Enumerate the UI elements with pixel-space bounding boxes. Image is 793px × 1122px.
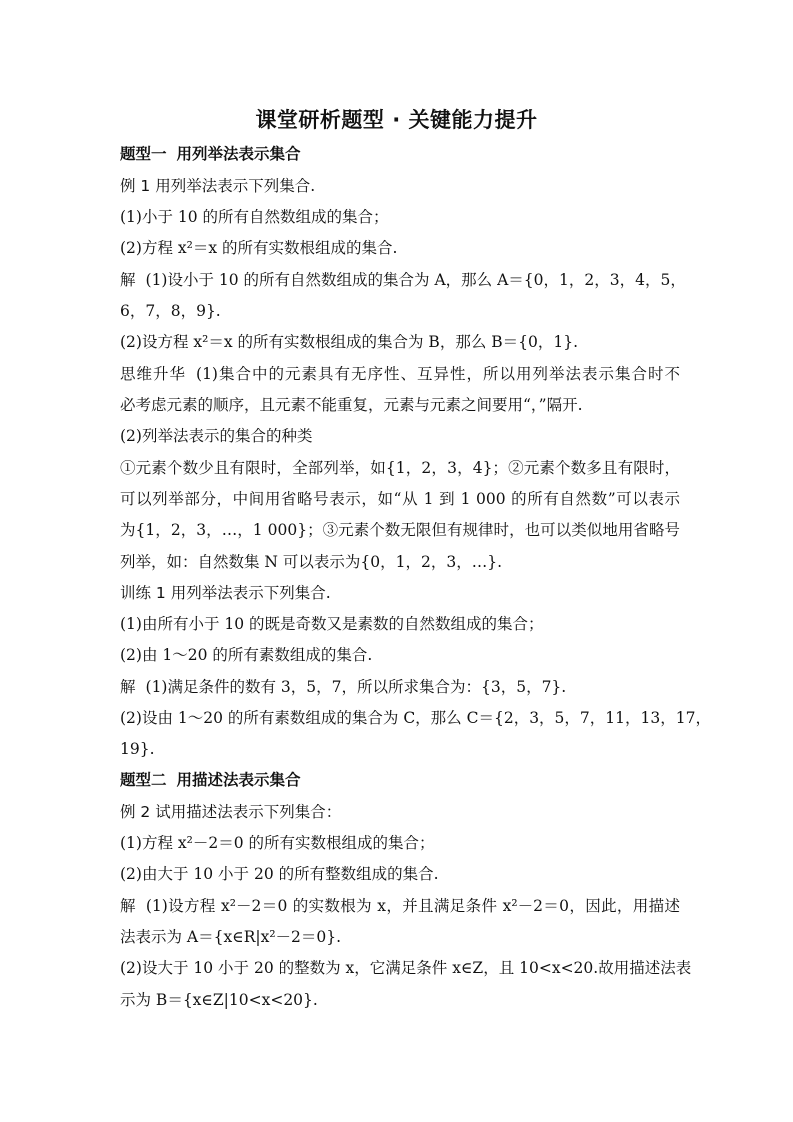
example-2-question-2: (2)由大于 10 小于 20 的所有整数组成的集合. <box>120 865 439 883</box>
section-text: 用列举法表示集合 <box>176 145 301 163</box>
insight-line-1 <box>120 364 680 384</box>
insight-line-5: 可以列举部分，中间用省略号表示，如“从 1 到 1 000 的所有自然数”可以表示 <box>120 490 680 508</box>
insight-line-6: 为{1，2，3，…，1 000}；③元素个数无限但有规律时，也可以类似地用省略号 <box>120 521 680 539</box>
example-label: 例 2 <box>120 803 151 821</box>
training-1-solution-2b: 19}. <box>120 740 155 758</box>
example-1-solution-2: (2)设方程 x²＝x 的所有实数根组成的集合为 B，那么 B＝{0，1}. <box>120 333 579 351</box>
section-label: 题型二 <box>120 771 167 789</box>
example-2-prompt <box>120 802 680 822</box>
example-2-question-1: (1)方程 x²－2＝0 的所有实数根组成的集合； <box>120 834 435 852</box>
example-label: 例 1 <box>120 177 151 195</box>
section-heading-1 <box>120 144 680 164</box>
example-1-question-2: (2)方程 x²＝x 的所有实数根组成的集合. <box>120 239 398 257</box>
insight-line-4: ①元素个数少且有限时，全部列举，如{1，2，3，4}；②元素个数多且有限时， <box>120 459 680 477</box>
insight-label: 思维升华 <box>120 365 187 383</box>
training-1-solution-2a: (2)设由 1～20 的所有素数组成的集合为 C，那么 C＝{2，3，5，7，11，13，17， <box>120 709 711 727</box>
example-2-solution-1a <box>120 896 680 916</box>
example-1-solution-1a <box>120 270 686 290</box>
training-1-question-1: (1)由所有小于 10 的既是奇数又是素数的自然数组成的集合； <box>120 615 544 633</box>
example-1-prompt <box>120 176 680 196</box>
example-1-question-1: (1)小于 10 的所有自然数组成的集合； <box>120 208 389 226</box>
insight-line-3: (2)列举法表示的集合的种类 <box>120 427 313 445</box>
insight-line-7: 列举，如：自然数集 N 可以表示为{0，1，2，3，…}. <box>120 553 503 571</box>
solution-label: 解 <box>120 897 136 915</box>
example-1-solution-1b: 6，7，8，9}. <box>120 302 221 320</box>
example-text: 用列举法表示下列集合. <box>155 177 316 195</box>
section-text: 用描述法表示集合 <box>176 771 301 789</box>
example-2-solution-1b: 法表示为 A＝{x∈R|x²－2＝0}. <box>120 928 342 946</box>
example-text: 试用描述法表示下列集合： <box>155 803 342 821</box>
solution-label: 解 <box>120 271 136 289</box>
example-2-solution-2a: (2)设大于 10 小于 20 的整数为 x，它满足条件 x∈Z，且 10<x<20.故用描述法表 <box>120 959 692 977</box>
solution-text: (1)设小于 10 的所有自然数组成的集合为 A，那么 A＝{0，1，2，3，4，5， <box>145 271 686 289</box>
training-1-prompt <box>120 583 680 603</box>
insight-text: (1)集合中的元素具有无序性、互异性，所以用列举法表示集合时不 <box>196 365 680 383</box>
solution-text: (1)设方程 x²－2＝0 的实数根为 x，并且满足条件 x²－2＝0，因此，用描述 <box>145 897 680 915</box>
example-2-solution-2b: 示为 B＝{x∈Z|10<x<20}. <box>120 991 318 1009</box>
solution-label: 解 <box>120 678 136 696</box>
insight-line-2: 必考虑元素的顺序，且元素不能重复，元素与元素之间要用“，”隔开. <box>120 396 583 414</box>
page-title: 课堂研析题型 · 关键能力提升 <box>255 108 538 132</box>
training-1-solution-1 <box>120 677 680 697</box>
training-label: 训练 1 <box>120 584 166 602</box>
section-heading-2 <box>120 770 680 790</box>
training-text: 用列举法表示下列集合. <box>170 584 331 602</box>
section-label: 题型一 <box>120 145 167 163</box>
training-1-question-2: (2)由 1～20 的所有素数组成的集合. <box>120 646 373 664</box>
solution-text: (1)满足条件的数有 3，5，7，所以所求集合为：{3，5，7}. <box>145 678 567 696</box>
